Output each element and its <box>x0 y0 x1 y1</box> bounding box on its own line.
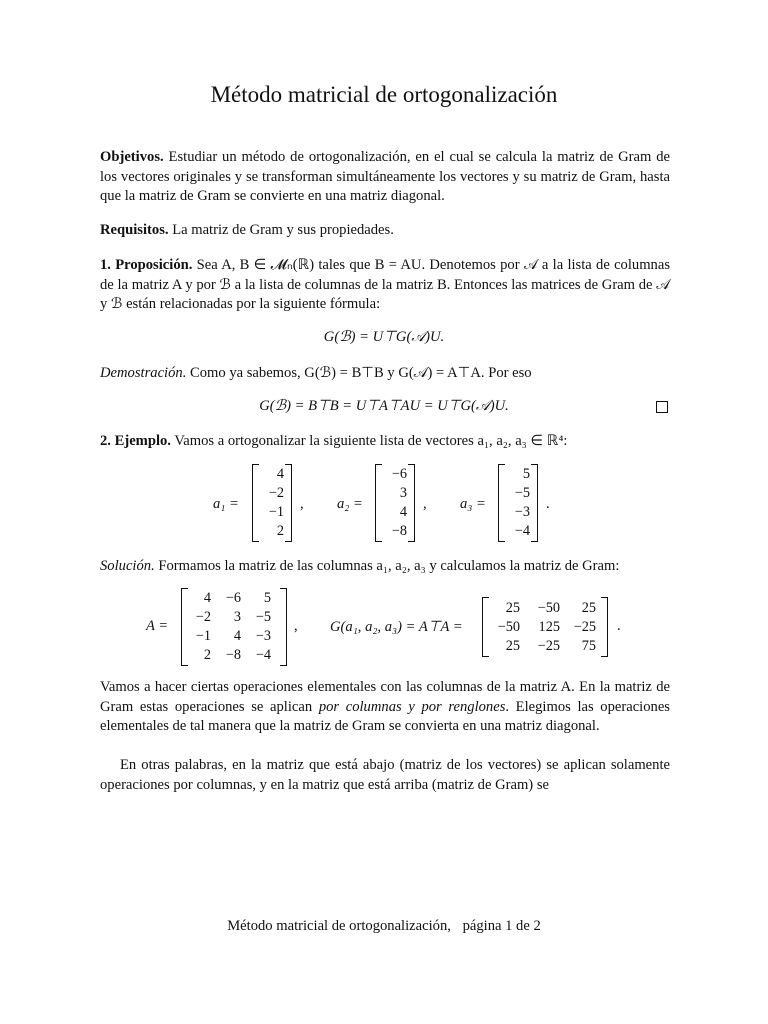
matrix-cell: 25 <box>581 599 596 616</box>
solucion-paragraph <box>100 557 670 577</box>
matrix-cell: −6 <box>391 466 407 482</box>
gram-matrix <box>482 597 608 657</box>
proposicion-label: 1. Proposición. <box>100 257 193 273</box>
paragraph-2: En otras palabras, en la matriz que está abajo (matriz de los vectores) se aplican solamente operaciones por columnas, y en la matriz que está arriba (matriz de Gram) se <box>100 757 670 793</box>
right-bracket <box>408 464 415 542</box>
matrix-cell: 4 <box>233 628 241 644</box>
matrix-cell: −2 <box>268 485 284 501</box>
footer-page-number: página 1 de 2 <box>462 918 541 934</box>
matrix-cell: −1 <box>195 628 211 644</box>
matrix-cell: 75 <box>581 637 596 654</box>
vector-a1-sep: , <box>300 496 304 512</box>
matrix-cell: 4 <box>203 590 211 606</box>
matrix-cell: −4 <box>255 647 271 663</box>
matrix-a-sep: , <box>294 618 298 634</box>
matrix-cell: −3 <box>514 504 530 520</box>
right-bracket <box>531 464 538 542</box>
matrix-cell: 4 <box>399 504 407 520</box>
proposicion-text: Sea A, B ∈ 𝓜ₙ(ℝ) tales que B = AU. Denotemos por 𝒜 a la lista de columnas de la matriz A y por ℬ a la lista de columnas de la matriz B. Entonces las matrices de Gram de 𝒜 y ℬ están relacionadas por la siguiente fórmula: <box>100 257 671 312</box>
qed-square-icon <box>656 401 668 413</box>
matrix-cell: 4 <box>276 466 284 482</box>
left-bracket <box>498 464 505 542</box>
matrix-cell: −25 <box>537 637 560 654</box>
matrix-cell: 25 <box>505 599 520 616</box>
proposicion-formula: G(ℬ) = U⊤G(𝒜)U. <box>323 329 445 345</box>
matrix-cell: −6 <box>225 590 241 606</box>
paragraph-1-emph: por columnas y por renglones <box>318 698 506 715</box>
matrix-cell: −50 <box>537 599 560 616</box>
demostracion-label: Demostración. <box>100 365 187 381</box>
matrix-cell: 3 <box>399 485 407 501</box>
vector-a2-matrix <box>375 464 415 542</box>
matrix-cell: −25 <box>573 618 596 635</box>
right-bracket <box>285 464 292 542</box>
matrix-cell: −8 <box>225 647 241 663</box>
vector-a2-sep: , <box>423 496 427 512</box>
left-bracket <box>252 464 259 542</box>
vector-a3-matrix <box>498 464 538 542</box>
paragraph-1-post: . Elegimos las operaciones elementales de tal manera que la matriz de Gram se convierta en una matriz diagonal. <box>100 698 670 734</box>
vector-a1-label: a₁ = <box>213 496 239 512</box>
vector-a2-label: a₂ = <box>337 496 363 512</box>
matrix-cell: −3 <box>255 628 271 644</box>
matrix-cell: 3 <box>233 609 241 625</box>
matrix-cell: −4 <box>514 523 530 539</box>
requisitos-label: Requisitos. <box>100 222 169 238</box>
right-bracket <box>280 588 287 666</box>
page-title: Método matricial de ortogonalización <box>210 82 558 107</box>
right-bracket <box>601 597 608 657</box>
requisitos-paragraph <box>100 221 670 241</box>
page-footer <box>0 918 768 935</box>
requisitos-text: La matriz de Gram y sus propiedades. <box>172 222 394 238</box>
gram-label: G(a₁, a₂, a₃) = A⊤A = <box>330 619 463 635</box>
matrix-cell: −1 <box>268 504 284 520</box>
left-bracket <box>181 588 188 666</box>
vector-a3-label: a₃ = <box>460 496 486 512</box>
objetivos-text: Estudiar un método de ortogonalización, en el cual se calcula la matriz de Gram de los vectores originales y se transforman simultáneamente los vectores y su matriz de Gram, hasta que la matriz de Gram se convierte en una matriz diagonal. <box>100 149 670 204</box>
solucion-text: Formamos la matriz de las columnas a₁, a₂, a₃ y calculamos la matriz de Gram: <box>158 558 620 574</box>
ejemplo-text: Vamos a ortogonalizar la siguiente lista de vectores a₁, a₂, a₃ ∈ ℝ⁴: <box>174 433 568 449</box>
vector-a3-sep: . <box>546 496 550 512</box>
objetivos-label: Objetivos. <box>100 149 164 165</box>
matrix-cell: −5 <box>255 609 271 625</box>
left-bracket <box>375 464 382 542</box>
ejemplo-paragraph <box>100 432 670 452</box>
left-bracket <box>482 597 489 657</box>
matrix-cell: 125 <box>538 618 560 635</box>
matrix-cell: 5 <box>522 466 530 482</box>
matrix-cell: 5 <box>263 590 271 606</box>
demostracion-formula: G(ℬ) = B⊤B = U⊤A⊤AU = U⊤G(𝒜)U. <box>259 398 509 414</box>
matrix-cell: −5 <box>514 485 530 501</box>
vector-a1-matrix <box>252 464 292 542</box>
matrix-cell: −50 <box>497 618 520 635</box>
demostracion-text: Como ya sabemos, G(ℬ) = B⊤B y G(𝒜) = A⊤A. Por eso <box>190 365 532 381</box>
demostracion-paragraph <box>100 364 670 384</box>
footer-title: Método matricial de ortogonalización, <box>227 918 451 934</box>
matrix-a-label: A = <box>146 618 169 634</box>
ejemplo-label: 2. Ejemplo. <box>100 433 171 449</box>
gram-sep: . <box>617 618 621 634</box>
paragraph-1 <box>100 678 670 737</box>
matrix-a <box>181 588 287 666</box>
matrix-cell: −2 <box>195 609 211 625</box>
objetivos-paragraph <box>100 148 670 207</box>
paragraph-1-pre: Vamos a hacer ciertas operaciones elementales con las columnas de la matriz A. En la matriz de Gram estas operaciones se aplican <box>100 679 670 715</box>
matrix-cell: 2 <box>203 647 211 663</box>
matrix-cell: 25 <box>505 637 520 654</box>
proposicion-paragraph <box>100 256 670 315</box>
matrix-cell: −8 <box>391 523 407 539</box>
solucion-label: Solución. <box>100 558 155 574</box>
matrix-cell: 2 <box>276 523 284 539</box>
